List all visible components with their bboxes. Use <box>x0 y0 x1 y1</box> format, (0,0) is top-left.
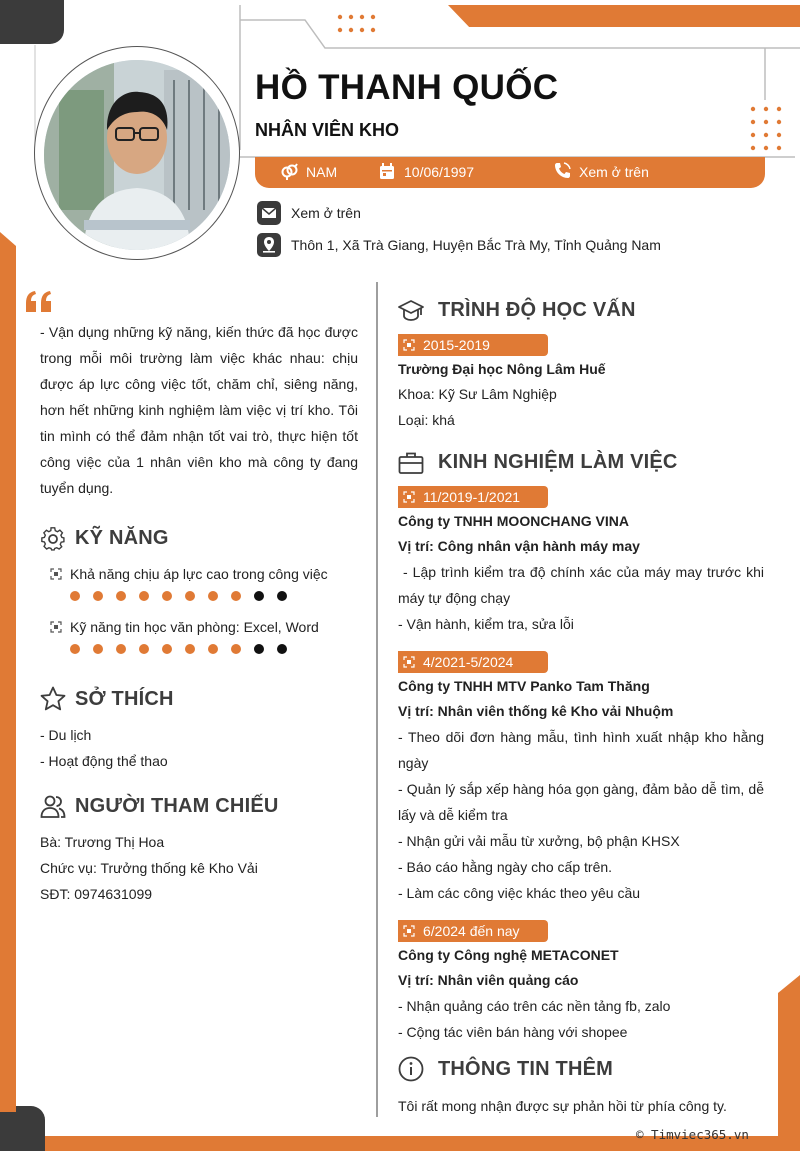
skill-bullet-icon <box>50 621 62 633</box>
period-label: 6/2024 đến nay <box>423 923 520 939</box>
job-detail: - Nhận quảng cáo trên các nền tảng fb, zalo <box>398 998 671 1014</box>
period-icon <box>403 339 415 351</box>
rating-dot-empty <box>254 591 264 601</box>
rating-dot-filled <box>185 591 195 601</box>
job-detail: - Làm các công việc khác theo yêu cầu <box>398 885 641 901</box>
objective-line: công việc của 1 nhân viên kho mà công ty đang <box>40 454 358 470</box>
job-period <box>398 920 548 942</box>
extra-info-title: THÔNG TIN THÊM <box>438 1058 614 1080</box>
job-detail: - Vận hành, kiểm tra, sửa lỗi <box>398 616 574 632</box>
reference-line: Chức vụ: Trưởng thống kê Kho Vải <box>40 860 258 876</box>
rating-dot-empty <box>254 644 264 654</box>
rating-dot-filled <box>93 591 103 601</box>
rating-dot-filled <box>70 591 80 601</box>
skill-label: Kỹ năng tin học văn phòng: Excel, Word <box>70 619 319 635</box>
rating-dot-empty <box>277 591 287 601</box>
left-orange-strip <box>0 232 16 1112</box>
phone-icon <box>554 162 571 179</box>
extra-info-text: Tôi rất mong nhận được sự phản hồi từ phía công ty. <box>398 1098 727 1114</box>
school-name: Trường Đại học Nông Lâm Huế <box>398 361 606 377</box>
company-name: Công ty TNHH MOONCHANG VINA <box>398 513 629 529</box>
rating-dot-filled <box>116 591 126 601</box>
corner-block-bottom-left <box>0 1106 45 1151</box>
quote-icon <box>24 290 54 314</box>
rating-dot-filled <box>185 644 195 654</box>
briefcase-icon <box>398 450 424 476</box>
rating-dot-filled <box>231 591 241 601</box>
skill-bullet-icon <box>50 568 62 580</box>
reference-line: SĐT: 0974631099 <box>40 886 153 902</box>
faculty: Khoa: Kỹ Sư Lâm Nghiệp <box>398 386 557 402</box>
company-name: Công ty Công nghệ METACONET <box>398 947 619 963</box>
hobbies-title: SỞ THÍCH <box>75 688 174 710</box>
location-icon <box>257 233 281 257</box>
job-detail: - Quản lý sắp xếp hàng hóa gọn gàng, đảm bảo dễ tìm, dễ <box>398 781 764 797</box>
email-icon <box>257 201 281 225</box>
right-orange-strip <box>778 975 800 1145</box>
calendar-icon <box>379 163 395 180</box>
job-position: NHÂN VIÊN KHO <box>255 120 400 140</box>
gear-icon <box>40 526 66 552</box>
address-value: Thôn 1, Xã Trà Giang, Huyện Bắc Trà My, Tỉnh Quảng Nam <box>291 237 661 253</box>
objective-line: được áp lực công việc tốt, chăm chỉ, siêng năng, <box>40 376 358 392</box>
job-role: Vị trí: Công nhân vận hành máy may <box>398 538 640 554</box>
rating-dot-filled <box>139 591 149 601</box>
gender-icon <box>280 163 298 181</box>
job-role: Vị trí: Nhân viên thống kê Kho vải Nhuộm <box>398 703 674 719</box>
hobby-item: - Hoạt động thể thao <box>40 753 168 769</box>
period-icon <box>403 491 415 503</box>
hobby-item: - Du lịch <box>40 727 92 743</box>
phone-value: Xem ở trên <box>579 164 649 180</box>
rating-dot-filled <box>93 644 103 654</box>
job-period <box>398 651 548 673</box>
rating-dot-filled <box>208 644 218 654</box>
graduation-cap-icon <box>398 298 424 324</box>
objective-line: tin mình có thể đảm nhận tốt vai trò, thực hiện tốt <box>40 428 358 444</box>
rating-dot-filled <box>139 644 149 654</box>
references-title: NGƯỜI THAM CHIẾU <box>75 795 279 817</box>
dots-decoration-top <box>335 12 385 38</box>
gender-value: NAM <box>306 164 338 180</box>
rating-dot-filled <box>231 644 241 654</box>
education-title: TRÌNH ĐỘ HỌC VẤN <box>438 299 636 321</box>
watermark: © Timviec365.vn <box>636 1127 749 1142</box>
job-detail: lấy và dễ kiểm tra <box>398 807 508 823</box>
rating-dot-filled <box>116 644 126 654</box>
career-objective <box>40 319 358 501</box>
candidate-name: HỒ THANH QUỐC <box>255 68 559 107</box>
rating-dot-filled <box>70 644 80 654</box>
grade: Loại: khá <box>398 412 455 428</box>
period-label: 4/2021-5/2024 <box>423 654 514 670</box>
period-label: 11/2019-1/2021 <box>423 489 521 505</box>
period-icon <box>403 925 415 937</box>
job-detail: - Nhận gửi vải mẫu từ xưởng, bộ phận KHSX <box>398 833 680 849</box>
job-period <box>398 486 548 508</box>
job-detail: - Báo cáo hằng ngày cho cấp trên. <box>398 859 613 875</box>
education-period <box>398 334 548 356</box>
birthdate-value: 10/06/1997 <box>404 164 475 180</box>
objective-line: hơn hết những kinh nghiệm làm việc vị trí kho. Tôi <box>40 402 358 418</box>
email-value: Xem ở trên <box>291 205 361 221</box>
company-name: Công ty TNHH MTV Panko Tam Thăng <box>398 678 650 694</box>
job-detail: - Cộng tác viên bán hàng với shopee <box>398 1024 628 1040</box>
column-divider <box>376 282 378 1117</box>
info-icon <box>398 1056 424 1082</box>
objective-line: - Vận dụng những kỹ năng, kiến thức đã học được <box>40 324 358 340</box>
objective-line: tuyển dụng. <box>40 480 114 496</box>
job-detail: - Theo dõi đơn hàng mẫu, tình hình xuất nhập kho hằng <box>398 729 764 745</box>
rating-dot-filled <box>162 644 172 654</box>
skills-title: KỸ NĂNG <box>75 527 169 549</box>
job-detail: - Lập trình kiểm tra độ chính xác của máy may trước khi <box>398 564 764 580</box>
experience-title: KINH NGHIỆM LÀM VIỆC <box>438 451 678 473</box>
skill-rating <box>70 644 287 654</box>
rating-dot-filled <box>208 591 218 601</box>
dots-decoration-right <box>748 104 788 154</box>
skill-rating <box>70 591 287 601</box>
period-icon <box>403 656 415 668</box>
job-role: Vị trí: Nhân viên quảng cáo <box>398 972 579 988</box>
rating-dot-empty <box>277 644 287 654</box>
skill-label: Khả năng chịu áp lực cao trong công việc <box>70 566 328 582</box>
rating-dot-filled <box>162 591 172 601</box>
objective-line: trong mỗi môi trường làm việc khác nhau: chịu <box>40 350 358 366</box>
job-detail: máy tự động chạy <box>398 590 511 606</box>
period-label: 2015-2019 <box>423 337 490 353</box>
job-detail: ngày <box>398 755 429 771</box>
star-icon <box>40 686 66 712</box>
avatar <box>44 60 230 250</box>
reference-line: Bà: Trương Thị Hoa <box>40 834 165 850</box>
people-icon <box>40 794 66 820</box>
